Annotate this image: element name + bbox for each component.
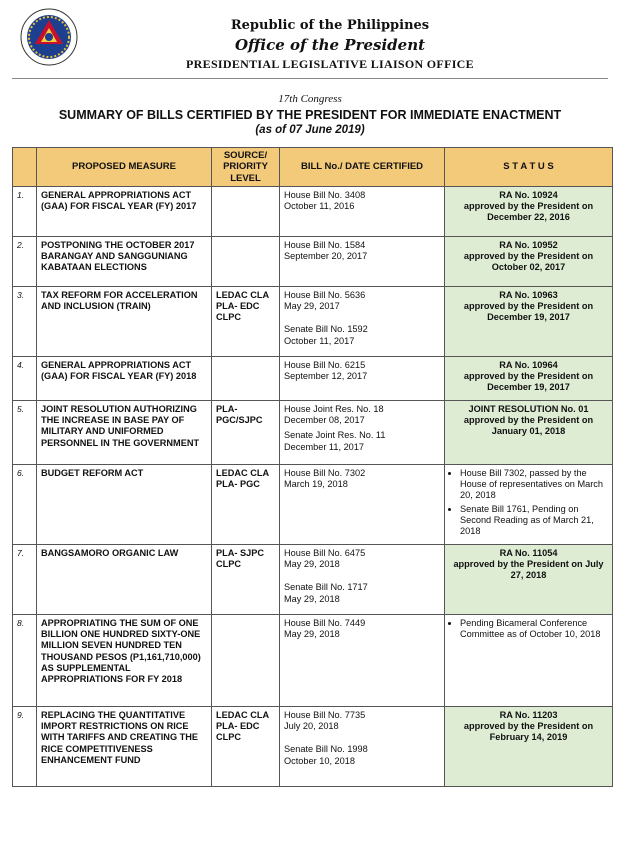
bill-number: House Bill No. 1584	[284, 240, 366, 250]
status-cell	[445, 357, 613, 401]
bill-cell	[280, 187, 445, 237]
status-ra: RA No. 10952	[499, 240, 558, 250]
source-priority	[212, 357, 280, 401]
header-divider	[12, 78, 608, 79]
source-priority	[212, 187, 280, 237]
pending-item: • Pending Bicameral Conference Committee as of October 10, 2018	[460, 618, 608, 640]
row-number: 2.	[13, 237, 37, 287]
date-certified: March 19, 2018	[284, 479, 348, 490]
table-row	[13, 545, 613, 615]
date-certified: October 11, 2016	[284, 201, 355, 212]
bills-table	[12, 147, 613, 787]
status-ra: RA No. 10964	[499, 360, 558, 370]
status-cell	[445, 237, 613, 287]
source-priority	[212, 237, 280, 287]
source-priority	[212, 615, 280, 707]
row-number: 7.	[13, 545, 37, 615]
proposed-measure: BUDGET REFORM ACT	[37, 465, 212, 545]
status-cell	[445, 615, 613, 707]
bill-number: Senate Joint Res. No. 11	[284, 430, 386, 441]
bill-number: House Bill No. 6475	[284, 548, 366, 558]
status-text: approved by the President on January 01, 2018	[463, 415, 594, 437]
row-number: 3.	[13, 287, 37, 357]
bill-number: Senate Bill No. 1998	[284, 744, 368, 755]
table-row	[13, 707, 613, 787]
date-certified: July 20, 2018	[284, 721, 339, 732]
status-ra: JOINT RESOLUTION No. 01	[468, 404, 589, 414]
col-bill: BILL No./ DATE CERTIFIED	[280, 148, 445, 187]
table-header-row	[13, 148, 613, 187]
source-priority: LEDAC CLA PLA- EDC CLPC	[212, 707, 280, 787]
bill-cell	[280, 707, 445, 787]
header-agency: PRESIDENTIAL LEGISLATIVE LIAISON OFFICE	[186, 57, 474, 71]
pending-list	[449, 468, 608, 537]
bill-number: House Bill No. 3408	[284, 190, 366, 200]
col-status: S T A T U S	[445, 148, 613, 187]
row-number: 8.	[13, 615, 37, 707]
as-of-date: (as of 07 June 2019)	[255, 124, 365, 136]
status-ra: RA No. 11054	[499, 548, 558, 558]
status-ra: RA No. 10963	[499, 290, 558, 300]
date-certified: May 29, 2018	[284, 629, 340, 640]
col-measure: PROPOSED MEASURE	[37, 148, 212, 187]
bill-number: House Bill No. 6215	[284, 360, 366, 370]
proposed-measure: GENERAL APPROPRIATIONS ACT (GAA) FOR FISCAL YEAR (FY) 2017	[37, 187, 212, 237]
status-ra: RA No. 11203	[499, 710, 558, 720]
status-cell	[445, 545, 613, 615]
proposed-measure: APPROPRIATING THE SUM OF ONE BILLION ONE HUNDRED SIXTY-ONE MILLION SEVEN HUNDRED TEN THOUSAND PESOS (P1,161,710,000) AS SUPPLEMENTAL APPROPRIATIONS FOR FY 2018	[37, 615, 212, 707]
status-text: approved by the President on February 14, 2019	[463, 721, 594, 743]
bill-cell	[280, 545, 445, 615]
congress-label: 17th Congress	[278, 93, 342, 105]
bill-number: House Bill No. 7449	[284, 618, 366, 628]
status-cell	[445, 465, 613, 545]
proposed-measure: BANGSAMORO ORGANIC LAW	[37, 545, 212, 615]
bill-number: House Bill No. 7302	[284, 468, 366, 478]
date-certified: October 11, 2017	[284, 335, 355, 346]
date-certified: December 11, 2017	[284, 441, 365, 452]
proposed-measure: GENERAL APPROPRIATIONS ACT (GAA) FOR FISCAL YEAR (FY) 2018	[37, 357, 212, 401]
proposed-measure: TAX REFORM FOR ACCELERATION AND INCLUSION (TRAIN)	[37, 287, 212, 357]
header-office: Office of the President	[234, 36, 426, 54]
row-number: 6.	[13, 465, 37, 545]
status-text: approved by the President on July 27, 2018	[453, 559, 604, 581]
table-row	[13, 287, 613, 357]
status-text: approved by the President on December 22, 2016	[463, 201, 594, 223]
table-row	[13, 465, 613, 545]
source-priority: PLA- SJPC CLPC	[212, 545, 280, 615]
row-number: 4.	[13, 357, 37, 401]
pending-item: • House Bill 7302, passed by the House of representatives on March 20, 2018	[460, 468, 608, 502]
date-certified: October 10, 2018	[284, 755, 355, 766]
date-certified: December 08, 2017	[284, 415, 365, 426]
proposed-measure: POSTPONING THE OCTOBER 2017 BARANGAY AND SANGGUNIANG KABATAAN ELECTIONS	[37, 237, 212, 287]
proposed-measure: REPLACING THE QUANTITATIVE IMPORT RESTRICTIONS ON RICE WITH TARIFFS AND CREATING THE RICE COMPETITIVENESS ENHANCEMENT FUND	[37, 707, 212, 787]
bill-cell	[280, 401, 445, 465]
status-cell	[445, 401, 613, 465]
proposed-measure: JOINT RESOLUTION AUTHORIZING THE INCREASE IN BASE PAY OF MILITARY AND UNIFORMED PERSONNEL IN THE GOVERNMENT	[37, 401, 212, 465]
pending-item: • Senate Bill 1761, Pending on Second Reading as of March 21, 2018	[460, 504, 608, 538]
status-cell	[445, 287, 613, 357]
date-certified: May 29, 2017	[284, 301, 340, 312]
status-text: approved by the President on October 02, 2017	[463, 251, 594, 273]
source-priority: PLA- PGC/SJPC	[212, 401, 280, 465]
plllo-seal-logo	[20, 8, 78, 66]
bill-cell	[280, 287, 445, 357]
source-priority: LEDAC CLA PLA- PGC	[212, 465, 280, 545]
date-certified: May 29, 2018	[284, 559, 340, 570]
col-source: SOURCE/ PRIORITY LEVEL	[212, 148, 280, 187]
header-republic: Republic of the Philippines	[230, 18, 430, 33]
document-title: SUMMARY OF BILLS CERTIFIED BY THE PRESIDENT FOR IMMEDIATE ENACTMENT	[58, 108, 562, 122]
date-certified: September 12, 2017	[284, 371, 368, 382]
bill-cell	[280, 237, 445, 287]
source-priority: LEDAC CLA PLA- EDC CLPC	[212, 287, 280, 357]
status-ra: RA No. 10924	[499, 190, 558, 200]
status-cell	[445, 187, 613, 237]
table-row	[13, 187, 613, 237]
bill-number: House Bill No. 7735	[284, 710, 366, 720]
table-row	[13, 615, 613, 707]
bill-cell	[280, 615, 445, 707]
table-row	[13, 357, 613, 401]
status-text: approved by the President on December 19, 2017	[463, 301, 594, 323]
row-number: 1.	[13, 187, 37, 237]
table-row	[13, 237, 613, 287]
bill-cell	[280, 357, 445, 401]
bill-number: House Bill No. 5636	[284, 290, 366, 300]
table-row	[13, 401, 613, 465]
date-certified: May 29, 2018	[284, 593, 340, 604]
bill-number: House Joint Res. No. 18	[284, 404, 384, 414]
col-num	[13, 148, 37, 187]
bill-cell	[280, 465, 445, 545]
bill-number: Senate Bill No. 1592	[284, 324, 368, 335]
pending-list	[449, 618, 608, 640]
row-number: 9.	[13, 707, 37, 787]
status-cell	[445, 707, 613, 787]
date-certified: September 20, 2017	[284, 251, 368, 262]
status-text: approved by the President on December 19, 2017	[463, 371, 594, 393]
bill-number: Senate Bill No. 1717	[284, 582, 368, 593]
row-number: 5.	[13, 401, 37, 465]
